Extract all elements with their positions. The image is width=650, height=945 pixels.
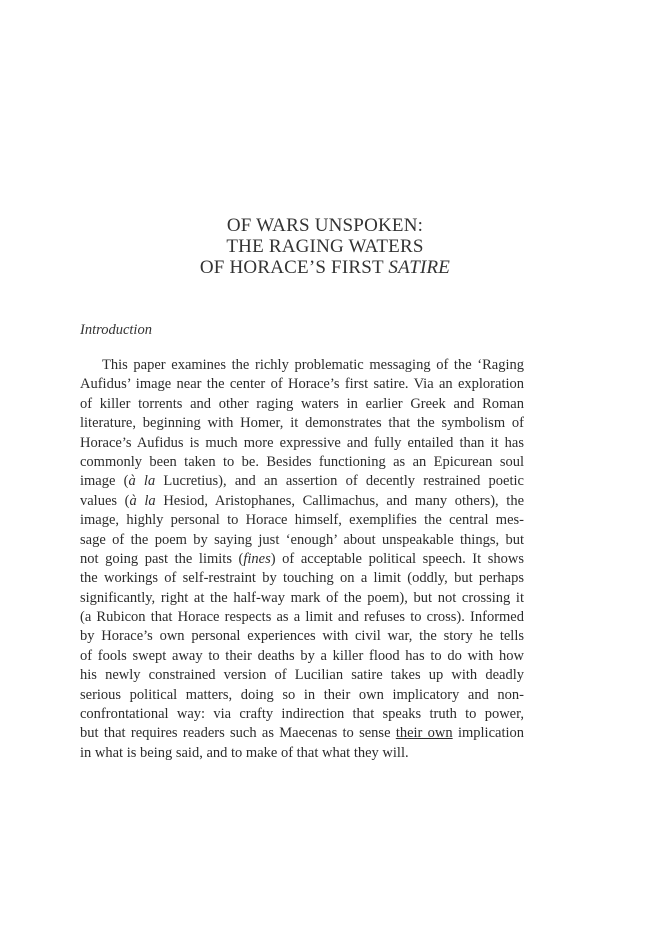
title-line-2: THE RAGING WATERS — [226, 236, 424, 257]
paragraph-line: sage of the poem by saying just ‘enough’ about unspeakable things, but — [80, 531, 524, 548]
line-text: but that requires readers such as Maecenas to sense — [80, 725, 396, 742]
paragraph-line: image, highly personal to Horace himself, exemplifies the central mes- — [80, 512, 524, 529]
paragraph-line: Aufidus’ image near the center of Horace’s first satire. Via an exploration — [80, 376, 524, 393]
italic-phrase: à la — [128, 473, 156, 490]
line-text: ) of acceptable political speech. It shows — [270, 550, 524, 567]
line-text: values ( — [80, 492, 130, 509]
paragraph-line: the workings of self-restraint by touching on a limit (oddly, but perhaps — [80, 570, 524, 587]
paragraph-line: in what is being said, and to make of that what they will. — [80, 744, 409, 761]
line-text: image ( — [80, 473, 129, 490]
paragraph-line: commonly been taken to be. Besides functioning as an Epicurean soul — [80, 453, 524, 470]
paragraph-line: This paper examines the richly problematic messaging of the ‘Raging — [102, 357, 524, 373]
body-paragraph — [80, 356, 524, 763]
paragraph-line: by Horace’s own personal experiences with civil war, the story he tells — [80, 628, 524, 645]
section-heading: Introduction — [80, 322, 152, 338]
line-text: implication — [452, 725, 524, 742]
line-text: Lucretius), and an assertion of decently restrained poetic — [155, 473, 524, 490]
title-line-3-text: OF HORACE’S FIRST — [199, 257, 389, 278]
line-text: Hesiod, Aristophanes, Callimachus, and many others), the — [155, 492, 525, 509]
paragraph-line: confrontational way: via crafty indirection that speaks truth to power, — [80, 706, 524, 723]
line-text: not going past the limits ( — [80, 550, 244, 567]
paragraph-line — [80, 724, 524, 743]
paragraph-line: of fools swept away to their deaths by a killer flood has to do with how — [80, 647, 524, 664]
italic-phrase: à la — [129, 492, 156, 509]
chapter-title — [0, 215, 650, 278]
title-line-1: OF WARS UNSPOKEN: — [226, 215, 424, 236]
italic-phrase: fines — [243, 550, 271, 567]
paragraph-line: of killer torrents and other raging waters in earlier Greek and Roman — [80, 395, 524, 412]
paragraph-line — [80, 550, 524, 569]
paragraph-line: (a Rubicon that Horace respects as a limit and refuses to cross). Informed — [80, 609, 524, 626]
paragraph-line — [80, 472, 524, 491]
underlined-phrase: their own — [395, 725, 453, 742]
paragraph-line: literature, beginning with Homer, it demonstrates that the symbolism of — [80, 415, 524, 432]
paragraph-line: significantly, right at the half-way mark of the poem), but not crossing it — [80, 589, 524, 606]
paragraph-line: his newly constrained version of Lucilian satire takes up with deadly — [80, 667, 524, 684]
paragraph-line — [80, 492, 524, 511]
title-line-3 — [0, 257, 650, 278]
paragraph-line: Horace’s Aufidus is much more expressive and fully entailed than it has — [80, 434, 524, 451]
paragraph-line: serious political matters, doing so in their own implicatory and non- — [80, 686, 524, 703]
title-line-3-italic: SATIRE — [388, 257, 451, 278]
